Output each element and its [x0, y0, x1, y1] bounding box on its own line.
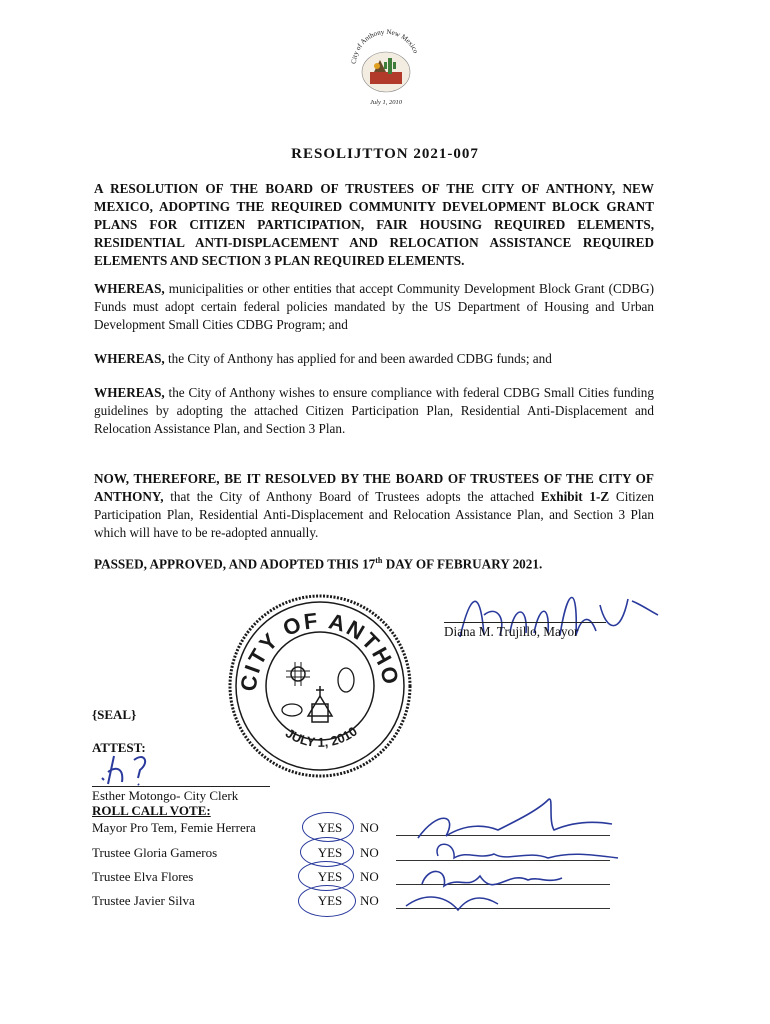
voter-name: Trustee Gloria Gameros — [92, 845, 218, 860]
vote-no: NO — [360, 893, 379, 908]
trustee-signatures — [398, 780, 648, 920]
resolved-text: that the City of Anthony Board of Trustees adopts the attached — [163, 489, 541, 504]
clerk-signature-line — [92, 786, 270, 787]
resolved-text-end: Citizen Participation Plan, Residential Anti-Displacement and Relocation Assistance Plan, and Section 3 Plan which will have to be re-adopted annually. — [94, 489, 655, 540]
adoption-text: PASSED, APPROVED, AND ADOPTED THIS 17 — [94, 556, 376, 572]
resolved-lead: NOW, THEREFORE, BE IT RESOLVED BY THE BOARD OF TRUSTEES OF THE CITY OF ANTHONY, — [94, 471, 654, 504]
city-logo — [346, 22, 426, 106]
mayor-signature-line — [444, 622, 606, 623]
whereas-text: the City of Anthony wishes to ensure compliance with federal CDBG Small Cities funding guidelines by adopting the attached Citizen Participation Plan, Residential Anti-Displacement and Relocation Assistance Plan, and Section 3 Plan. — [94, 385, 654, 436]
voter-name: Trustee Elva Flores — [92, 869, 194, 884]
resolution-heading: A RESOLUTION OF THE BOARD OF TRUSTEES OF THE CITY OF ANTHONY, NEW MEXICO, ADOPTING THE REQUIRED COMMUNITY DEVELOPMENT BLOCK GRANT PLANS FOR CITIZEN PARTICIPATION, FAIR HOUSING REQUIRED ELEMENTS, RESIDENTIAL ANTI-DISPLACEMENT AND RELOCATION ASSISTANCE REQUIRED ELEMENTS AND SECTION 3 PLAN REQUIRED ELEMENTS. — [94, 181, 654, 268]
svg-text:JULY 1, 2010: JULY 1, 2010 — [282, 723, 360, 750]
adoption-ordinal: th — [375, 556, 383, 565]
vote-yes: YES — [317, 893, 343, 908]
whereas-paragraph-2 — [94, 350, 654, 368]
vote-yes: YES — [317, 820, 343, 835]
vote-no: NO — [360, 820, 379, 835]
vote-no: NO — [360, 845, 379, 860]
voter-name: Trustee Javier Silva — [92, 893, 195, 908]
official-seal — [226, 592, 414, 780]
svg-text:City of Anthony New Mexico: City of Anthony New Mexico — [349, 27, 420, 65]
city-logo-graphic — [346, 22, 426, 106]
mayor-name: Diana M. Trujillo, Mayor — [444, 624, 579, 639]
whereas-text: the City of Anthony has applied for and been awarded CDBG funds; and — [164, 351, 552, 366]
svg-text:CITY OF ANTHONY: CITY OF ANTHO — [235, 607, 405, 693]
whereas-lead: WHEREAS, — [94, 385, 165, 400]
voter-name: Mayor Pro Tem, Femie Herrera — [92, 820, 256, 835]
roll-call-heading: ROLL CALL VOTE: — [92, 803, 211, 818]
vote-no: NO — [360, 869, 379, 884]
vote-yes: YES — [317, 845, 343, 860]
attest-label: ATTEST: — [92, 740, 146, 755]
seal-label: {SEAL} — [92, 707, 137, 722]
resolution-title: RESOLIJTTON 2021-007 — [291, 146, 479, 162]
adoption-date: DAY OF FEBRUARY 2021. — [382, 556, 543, 572]
whereas-lead: WHEREAS, — [94, 351, 165, 366]
seal-graphic — [226, 592, 414, 780]
whereas-lead: WHEREAS, — [94, 281, 165, 296]
exhibit-reference: Exhibit 1-Z — [540, 489, 610, 504]
vote-yes: YES — [317, 869, 343, 884]
yes-circle-mark — [298, 885, 356, 917]
whereas-text: municipalities or other entities that accept Community Development Block Grant (CDBG) Funds must adopt certain federal policies mandated by the US Department of Housing and Urban Development Small Cities CDBG Program; and — [94, 281, 654, 332]
clerk-name: Esther Motongo- City Clerk — [92, 788, 239, 803]
clerk-signature — [94, 748, 164, 788]
mayor-signature — [450, 575, 660, 655]
adoption-statement — [94, 556, 542, 572]
whereas-paragraph-1 — [94, 280, 654, 334]
svg-text:July 1, 2010: July 1, 2010 — [370, 99, 402, 106]
resolved-paragraph — [94, 470, 654, 542]
whereas-paragraph-3 — [94, 384, 654, 438]
